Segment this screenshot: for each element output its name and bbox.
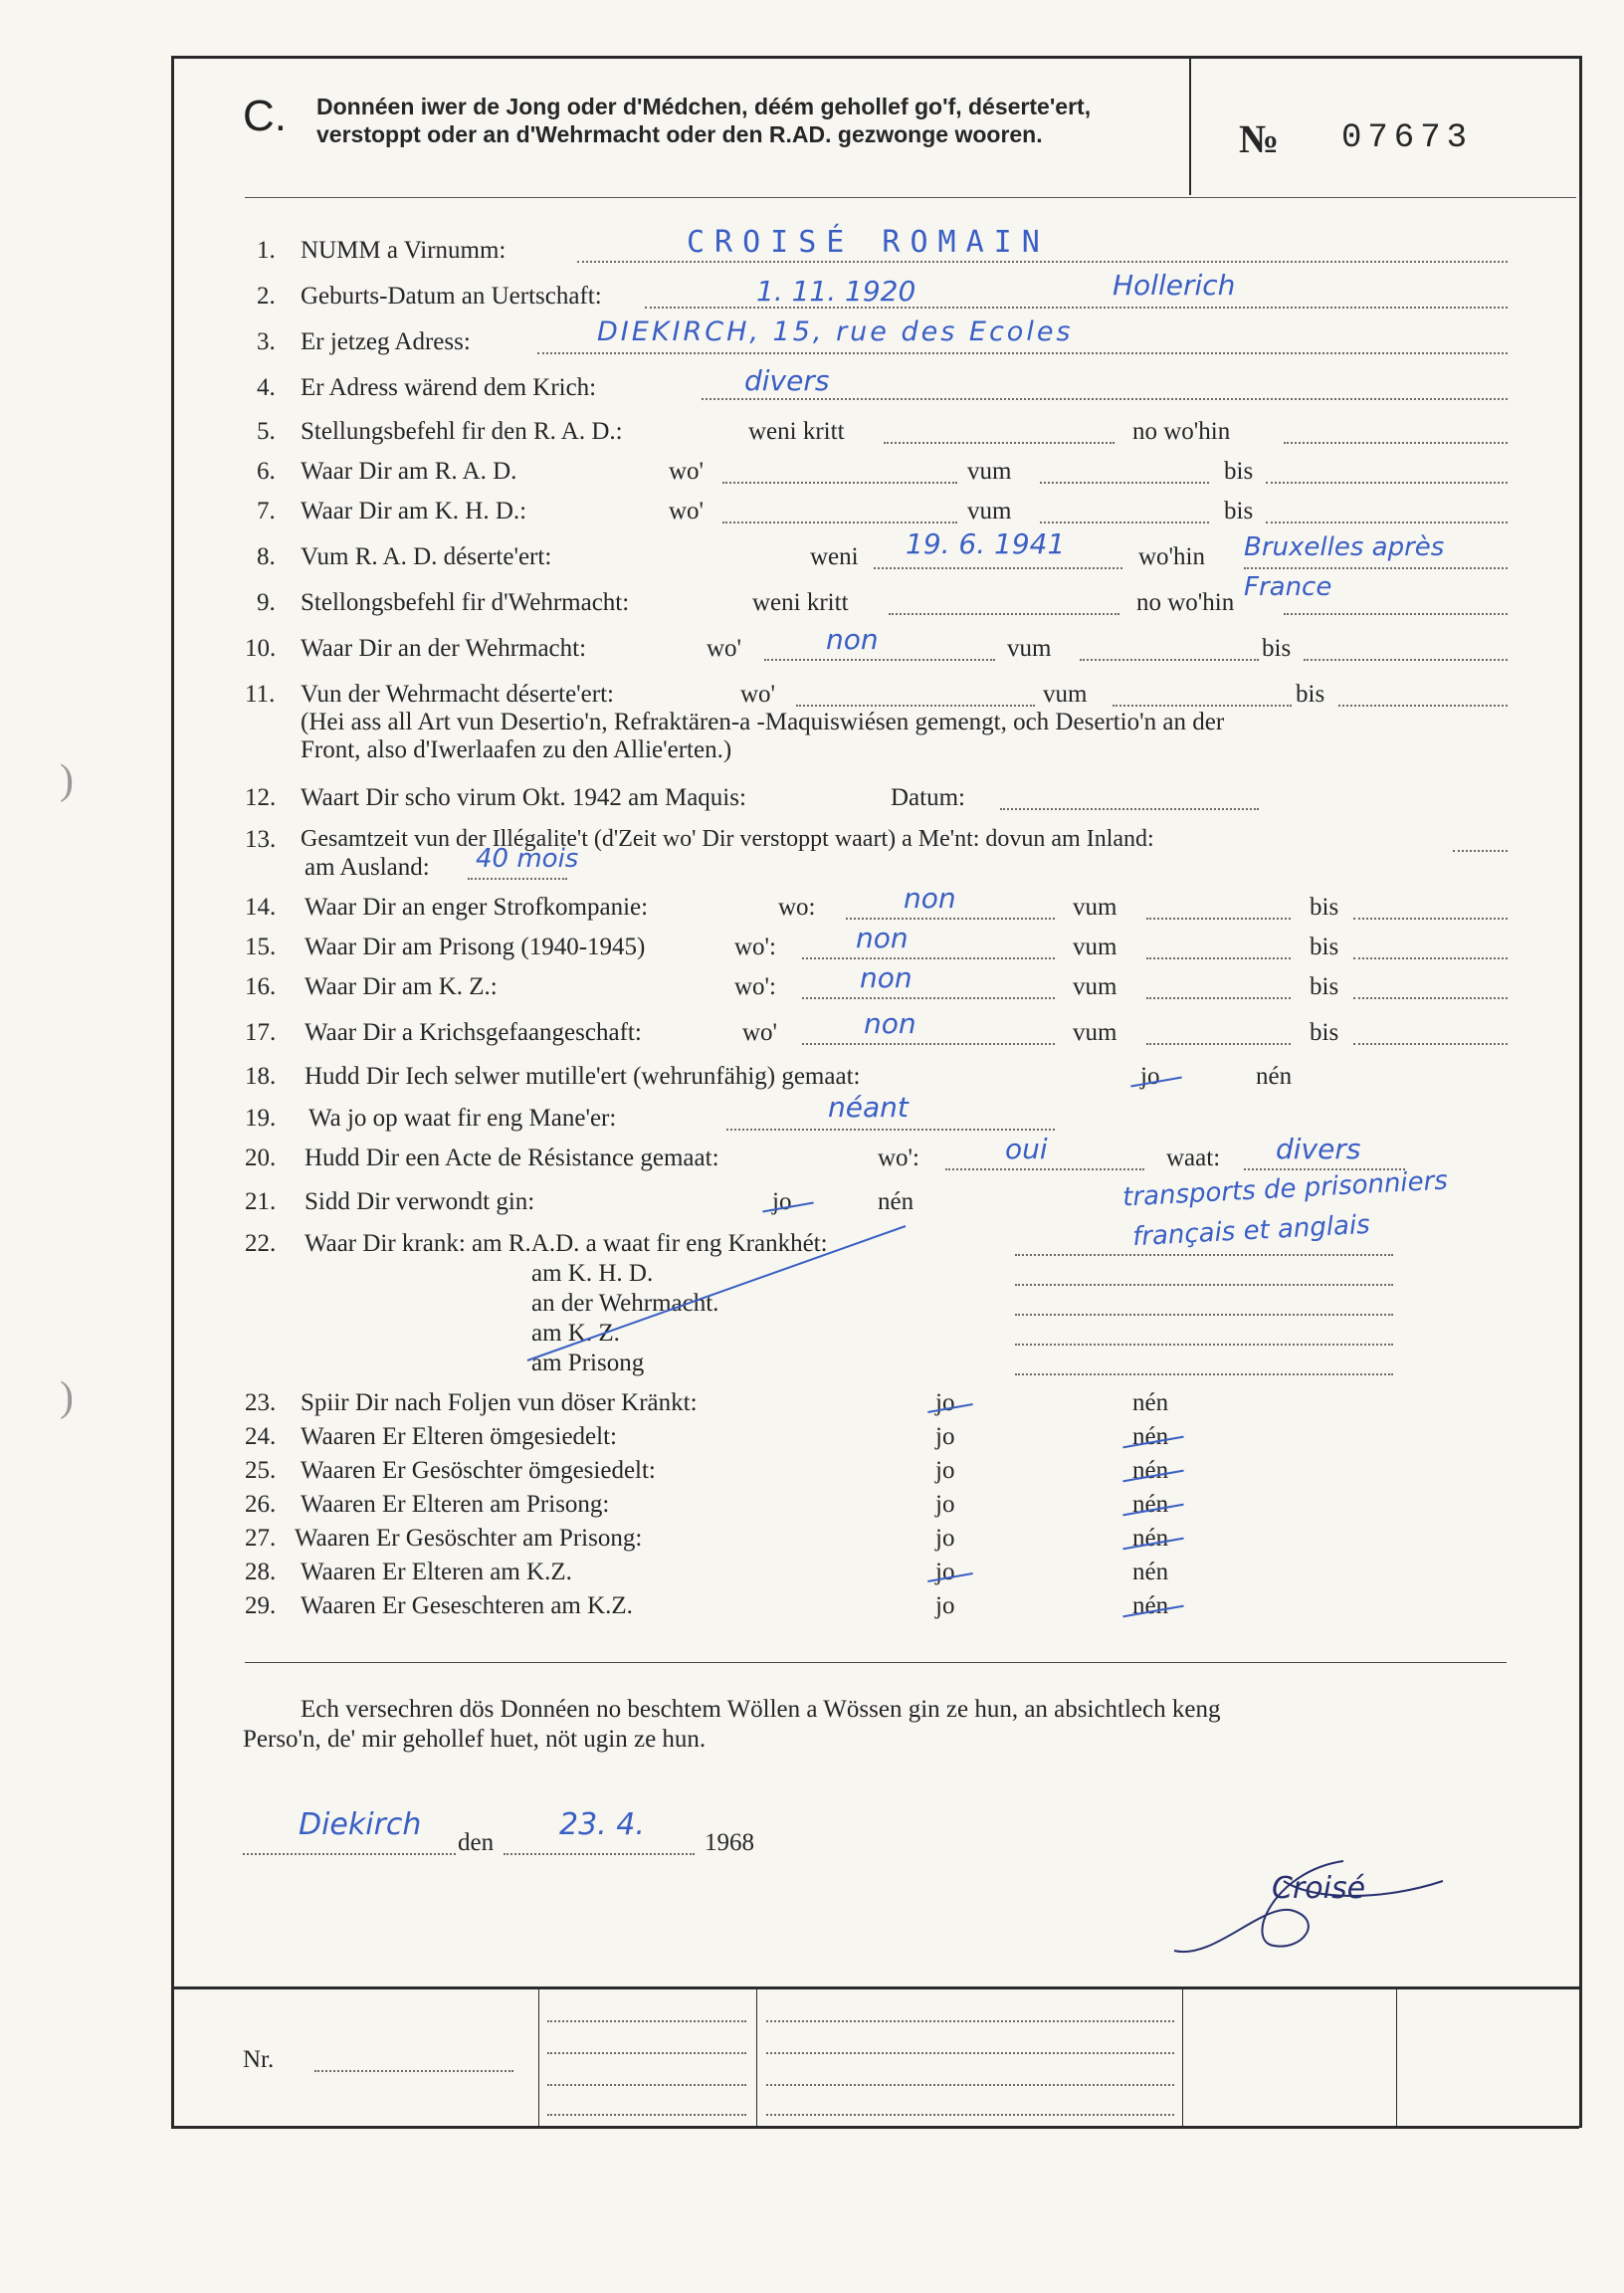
table-cell-line-7[interactable] <box>766 2084 1174 2086</box>
q2-num: 2. <box>257 283 276 310</box>
q19-line[interactable] <box>726 1129 1055 1131</box>
q6-bis: bis <box>1224 458 1254 485</box>
q22-line-3[interactable] <box>1015 1344 1393 1346</box>
q11-vum: vum <box>1043 681 1088 708</box>
q5-weni-line[interactable] <box>884 442 1115 444</box>
number-label: № <box>1239 116 1280 161</box>
q8-weni-line[interactable] <box>874 567 1122 569</box>
q22-sub-2: am K. Z. <box>531 1320 620 1347</box>
q11-vum-line[interactable] <box>1113 705 1292 707</box>
q21-jo[interactable]: jo <box>772 1188 792 1215</box>
q26-jo[interactable]: jo <box>935 1491 955 1518</box>
q21-label: Sidd Dir verwondt gin: <box>304 1188 535 1215</box>
form-number: 07673 <box>1341 119 1474 157</box>
punch-hole-mark: ) <box>60 757 74 803</box>
q8-weni: weni <box>810 543 859 570</box>
date-value: 23. 4. <box>559 1807 645 1842</box>
q22-line-4[interactable] <box>1015 1373 1393 1375</box>
q17-vum: vum <box>1073 1019 1117 1046</box>
punch-hole-mark: ) <box>60 1374 74 1420</box>
q23-nen[interactable]: nén <box>1132 1389 1169 1416</box>
q7-bis-line[interactable] <box>1266 521 1508 523</box>
q22-strike-stroke <box>517 1216 915 1365</box>
q17-wo: wo' <box>742 1019 778 1046</box>
q2-date: 1. 11. 1920 <box>756 275 916 308</box>
q27-nen[interactable]: nén <box>1132 1525 1169 1552</box>
q29-nen[interactable]: nén <box>1132 1592 1169 1619</box>
q10-label: Waar Dir an der Wehrmacht: <box>301 635 587 662</box>
q14-bis: bis <box>1310 894 1339 921</box>
q28-num: 28. <box>245 1559 277 1585</box>
q18-num: 18. <box>245 1063 277 1090</box>
q19-value: néant <box>828 1091 909 1124</box>
table-cell-line-3[interactable] <box>547 2084 746 2086</box>
q6-label: Waar Dir am R. A. D. <box>301 458 517 485</box>
table-cell-line-1[interactable] <box>547 2020 746 2022</box>
q10-wo-line[interactable] <box>764 659 995 661</box>
q17-vum-line[interactable] <box>1146 1043 1291 1045</box>
q6-wo-line[interactable] <box>722 482 957 484</box>
q21-num: 21. <box>245 1188 277 1215</box>
q10-num: 10. <box>245 635 277 662</box>
q28-label: Waaren Er Elteren am K.Z. <box>301 1559 572 1585</box>
q14-vum-line[interactable] <box>1146 918 1291 920</box>
q11-note-2: Front, also d'Iwerlaafen zu den Allie'erten.) <box>301 736 732 763</box>
table-cell-line-5[interactable] <box>766 2020 1174 2022</box>
q21-note-2: français et anglais <box>1131 1209 1371 1253</box>
q25-jo[interactable]: jo <box>935 1457 955 1484</box>
q20-wo-line[interactable] <box>945 1168 1144 1170</box>
q1-num: 1. <box>257 237 276 264</box>
q23-label: Spiir Dir nach Foljen vun döser Kränkt: <box>301 1389 698 1416</box>
q18-label: Hudd Dir Iech selwer mutille'ert (wehrunfähig) gemaat: <box>304 1063 861 1090</box>
table-cell-line-8[interactable] <box>766 2114 1174 2116</box>
declaration-separator <box>245 1662 1507 1663</box>
q21-nen[interactable]: nén <box>878 1188 914 1215</box>
q20-waat: waat: <box>1166 1145 1221 1171</box>
q9-label: Stellongsbefehl fir d'Wehrmacht: <box>301 589 630 616</box>
q7-label: Waar Dir am K. H. D.: <box>301 498 527 524</box>
q26-num: 26. <box>245 1491 277 1518</box>
q17-wo-value: non <box>864 1007 916 1040</box>
q24-jo[interactable]: jo <box>935 1423 955 1450</box>
q29-jo[interactable]: jo <box>935 1592 955 1619</box>
q27-jo[interactable]: jo <box>935 1525 955 1552</box>
q5-nowohin-line[interactable] <box>1284 442 1508 444</box>
q16-bis-line[interactable] <box>1353 997 1508 999</box>
q15-wo-value: non <box>856 922 909 954</box>
q6-vum: vum <box>967 458 1012 485</box>
q19-num: 19. <box>245 1105 277 1132</box>
q12-datum-line[interactable] <box>1000 808 1259 810</box>
q11-note-1: (Hei ass all Art vun Desertio'n, Refraktären-a -Maquiswiésen gemengt, och Desertio'n an der <box>301 709 1225 735</box>
place-value: Diekirch <box>299 1807 422 1842</box>
section-letter: C. <box>243 92 287 140</box>
q24-label: Waaren Er Elteren ömgesiedelt: <box>301 1423 617 1450</box>
q7-wo-line[interactable] <box>722 521 957 523</box>
q16-num: 16. <box>245 973 277 1000</box>
q14-wo: wo: <box>778 894 816 921</box>
q22-sub-3: am Prisong <box>531 1350 645 1376</box>
q10-wo: wo' <box>707 635 742 662</box>
q4-value: divers <box>744 364 830 397</box>
q29-label: Waaren Er Geseschteren am K.Z. <box>301 1592 633 1619</box>
q10-vum-line[interactable] <box>1080 659 1259 661</box>
q14-wo-value: non <box>904 882 956 915</box>
q13-label: Gesamtzeit vun der Illégalite't (d'Zeit wo' Dir verstoppt waart) a Me'nt: dovun am Inland: <box>301 826 1154 852</box>
signature-flourish <box>1154 1841 1453 1971</box>
q1-line[interactable] <box>577 261 1508 263</box>
q17-bis: bis <box>1310 1019 1339 1046</box>
q8-label: Vum R. A. D. déserte'ert: <box>301 543 552 570</box>
q15-wo-line[interactable] <box>802 957 1055 959</box>
q11-wo-line[interactable] <box>796 705 1035 707</box>
q25-num: 25. <box>245 1457 277 1484</box>
year-label: 1968 <box>705 1829 754 1856</box>
q17-wo-line[interactable] <box>802 1043 1055 1045</box>
q20-waat-value: divers <box>1276 1133 1361 1165</box>
declaration-line-2: Perso'n, de' mir gehollef huet, nöt ugin ze hun. <box>243 1726 707 1753</box>
q5-num: 5. <box>257 418 276 445</box>
q22-line-0[interactable] <box>1015 1254 1393 1256</box>
q7-num: 7. <box>257 498 276 524</box>
q17-bis-line[interactable] <box>1353 1043 1508 1045</box>
q12-datum: Datum: <box>891 784 965 811</box>
header-divider <box>1189 56 1191 195</box>
q13-ausland-value: 40 mois <box>476 844 579 874</box>
table-cell-line-4[interactable] <box>547 2114 746 2116</box>
q8-weni-value: 19. 6. 1941 <box>906 527 1066 560</box>
nr-label: Nr. <box>243 2046 275 2073</box>
q15-bis-line[interactable] <box>1353 957 1508 959</box>
table-col-3 <box>1182 1986 1183 2128</box>
nr-line[interactable] <box>314 2070 513 2072</box>
q20-wo-value: oui <box>1005 1133 1048 1165</box>
q14-vum: vum <box>1073 894 1117 921</box>
q15-num: 15. <box>245 934 277 960</box>
q16-vum: vum <box>1073 973 1117 1000</box>
q16-wo-value: non <box>860 961 913 994</box>
q26-label: Waaren Er Elteren am Prisong: <box>301 1491 610 1518</box>
q22-num: 22. <box>245 1230 277 1257</box>
q28-nen[interactable]: nén <box>1132 1559 1169 1585</box>
q5-weni: weni kritt <box>748 418 845 445</box>
q7-bis: bis <box>1224 498 1254 524</box>
q19-label: Wa jo op waat fir eng Mane'er: <box>308 1105 617 1132</box>
q9-weni-line[interactable] <box>889 613 1119 615</box>
q9-weni: weni kritt <box>752 589 849 616</box>
table-col-2 <box>756 1986 757 2128</box>
q14-label: Waar Dir an enger Strofkompanie: <box>304 894 649 921</box>
q7-vum: vum <box>967 498 1012 524</box>
q28-jo[interactable]: jo <box>935 1559 955 1585</box>
q15-bis: bis <box>1310 934 1339 960</box>
q20-label: Hudd Dir een Acte de Résistance gemaat: <box>304 1145 719 1171</box>
q14-num: 14. <box>245 894 277 921</box>
q9-num: 9. <box>257 589 276 616</box>
q16-wo-line[interactable] <box>802 997 1055 999</box>
q4-num: 4. <box>257 374 276 401</box>
q20-num: 20. <box>245 1145 277 1171</box>
q2-place: Hollerich <box>1113 269 1236 302</box>
q15-vum: vum <box>1073 934 1117 960</box>
place-line[interactable] <box>243 1853 456 1855</box>
q5-label: Stellungsbefehl fir den R. A. D.: <box>301 418 623 445</box>
header-bottom-rule <box>245 197 1576 198</box>
q15-label: Waar Dir am Prisong (1940-1945) <box>304 934 646 960</box>
q23-num: 23. <box>245 1389 277 1416</box>
q22-sub-0: am K. H. D. <box>531 1260 654 1287</box>
q26-nen[interactable]: nén <box>1132 1491 1169 1518</box>
q15-vum-line[interactable] <box>1146 957 1291 959</box>
q8-wohin: wo'hin <box>1138 543 1206 570</box>
q20-wo: wo': <box>878 1145 920 1171</box>
q12-label: Waart Dir scho virum Okt. 1942 am Maquis: <box>301 784 746 811</box>
q9-nowohin: no wo'hin <box>1136 589 1235 616</box>
q1-value: CROISÉ ROMAIN <box>687 225 1050 260</box>
q15-wo: wo': <box>734 934 777 960</box>
q10-vum: vum <box>1007 635 1052 662</box>
q24-num: 24. <box>245 1423 277 1450</box>
q18-jo[interactable]: jo <box>1140 1063 1160 1090</box>
q25-nen[interactable]: nén <box>1132 1457 1169 1484</box>
q13-inland-line[interactable] <box>1453 850 1508 852</box>
q2-label: Geburts-Datum an Uertschaft: <box>301 283 602 310</box>
q13-num: 13. <box>245 826 277 853</box>
q3-value: DIEKIRCH, 15, rue des Ecoles <box>597 316 1074 347</box>
signature: Croisé <box>1272 1871 1366 1906</box>
date-line[interactable] <box>504 1853 695 1855</box>
q17-label: Waar Dir a Krichsgefaangeschaft: <box>304 1019 642 1046</box>
q25-label: Waaren Er Gesöschter ömgesiedelt: <box>301 1457 656 1484</box>
q5-nowohin: no wo'hin <box>1132 418 1231 445</box>
q22-sub-1: an der Wehrmacht. <box>531 1290 719 1317</box>
table-col-1 <box>538 1986 539 2128</box>
q7-vum-line[interactable] <box>1040 521 1209 523</box>
q11-label: Vun der Wehrmacht déserte'ert: <box>301 681 614 708</box>
table-col-4 <box>1396 1986 1397 2128</box>
q3-num: 3. <box>257 328 276 355</box>
q11-bis-line[interactable] <box>1338 705 1508 707</box>
q13-label2: am Ausland: <box>304 854 430 881</box>
q21-note-1: transports de prisonniers <box>1121 1165 1449 1213</box>
q6-bis-line[interactable] <box>1266 482 1508 484</box>
q4-label: Er Adress wärend dem Krich: <box>301 374 597 401</box>
q10-bis: bis <box>1262 635 1292 662</box>
q13-ausland-line[interactable] <box>468 878 567 880</box>
q22-line-1[interactable] <box>1015 1284 1393 1286</box>
q3-label: Er jetzeg Adress: <box>301 328 471 355</box>
q1-label: NUMM a Virnumm: <box>301 237 507 264</box>
q27-num: 27. <box>245 1525 277 1552</box>
den-label: den <box>458 1829 495 1856</box>
q27-label: Waaren Er Gesöschter am Prisong: <box>295 1525 643 1552</box>
q11-num: 11. <box>245 681 276 708</box>
q16-bis: bis <box>1310 973 1339 1000</box>
table-cell-line-2[interactable] <box>547 2052 746 2054</box>
q11-wo: wo' <box>740 681 776 708</box>
q29-num: 29. <box>245 1592 277 1619</box>
q11-bis: bis <box>1296 681 1325 708</box>
q6-vum-line[interactable] <box>1040 482 1209 484</box>
q7-wo: wo' <box>669 498 705 524</box>
declaration-line-1: Ech versechren dös Donnéen no beschtem Wöllen a Wössen gin ze hun, an absichtlech keng <box>301 1696 1221 1723</box>
q22-line-2[interactable] <box>1015 1314 1393 1316</box>
table-bottom-border <box>171 2126 1579 2129</box>
q6-wo: wo' <box>669 458 705 485</box>
table-top-border <box>171 1986 1579 1989</box>
q12-num: 12. <box>245 784 277 811</box>
q14-bis-line[interactable] <box>1353 918 1508 920</box>
q14-wo-line[interactable] <box>846 918 1055 920</box>
q24-nen[interactable]: nén <box>1132 1423 1169 1450</box>
q16-label: Waar Dir am K. Z.: <box>304 973 498 1000</box>
q10-bis-line[interactable] <box>1304 659 1508 661</box>
q8-wohin-value: Bruxelles après France <box>1244 532 1445 602</box>
q18-nen[interactable]: nén <box>1256 1063 1293 1090</box>
q3-line[interactable] <box>537 352 1508 354</box>
form-title: Donnéen iwer de Jong oder d'Médchen, déém gehollef go'f, déserte'ert, verstoppt oder an d'Wehrmacht oder den R.AD. gezwonge wooren. <box>316 94 1092 147</box>
q6-num: 6. <box>257 458 276 485</box>
q17-num: 17. <box>245 1019 277 1046</box>
q4-line[interactable] <box>702 398 1508 400</box>
q16-wo: wo': <box>734 973 777 1000</box>
table-cell-line-6[interactable] <box>766 2052 1174 2054</box>
q22-label: Waar Dir krank: am R.A.D. a waat fir eng Krankhét: <box>304 1230 828 1257</box>
q8-num: 8. <box>257 543 276 570</box>
q16-vum-line[interactable] <box>1146 997 1291 999</box>
q10-wo-value: non <box>826 623 879 656</box>
q9-nowohin-line[interactable] <box>1284 613 1508 615</box>
q23-jo[interactable]: jo <box>935 1389 955 1416</box>
